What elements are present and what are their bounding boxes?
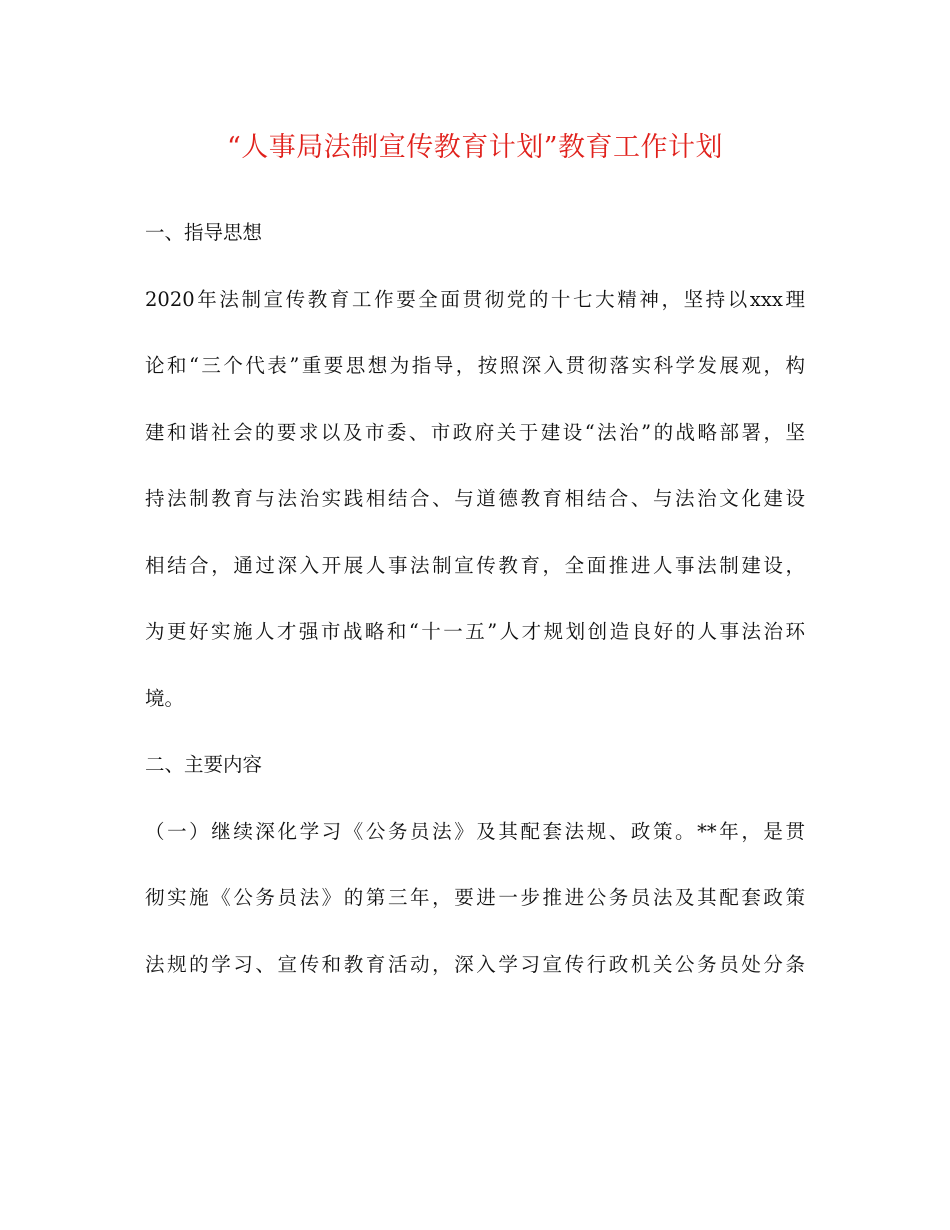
body-text-line: 为更好实施人才强市战略和“十一五”人才规划创造良好的人事法治环 — [145, 620, 805, 643]
body-text-line: 建和谐社会的要求以及市委、市政府关于建设“法治”的战略部署，坚 — [145, 420, 805, 444]
body-text-line: 2020年法制宣传教育工作要全面贯彻党的十七大精神，坚持以xxx理 — [145, 287, 805, 311]
document-title: “人事局法制宣传教育计划”教育工作计划 — [226, 132, 724, 163]
body-text-line: 彻实施《公务员法》的第三年，要进一步推进公务员法及其配套政策 — [145, 886, 805, 909]
body-text-line: 境。 — [145, 686, 185, 710]
body-text-line: 一、指导思想 — [145, 221, 263, 244]
body-text-line: 二、主要内容 — [145, 753, 263, 776]
body-text-line: 法规的学习、宣传和教育活动，深入学习宣传行政机关公务员处分条 — [145, 952, 805, 976]
body-text-line: 相结合，通过深入开展人事法制宣传教育，全面推进人事法制建设， — [145, 553, 805, 577]
body-text-line: （一）继续深化学习《公务员法》及其配套法规、政策。**年，是贯 — [145, 819, 805, 843]
document-body — [145, 212, 805, 1010]
body-text-line: 论和“三个代表”重要思想为指导，按照深入贯彻落实科学发展观，构 — [145, 354, 805, 377]
body-text-line: 持法制教育与法治实践相结合、与道德教育相结合、与法治文化建设 — [145, 487, 805, 510]
